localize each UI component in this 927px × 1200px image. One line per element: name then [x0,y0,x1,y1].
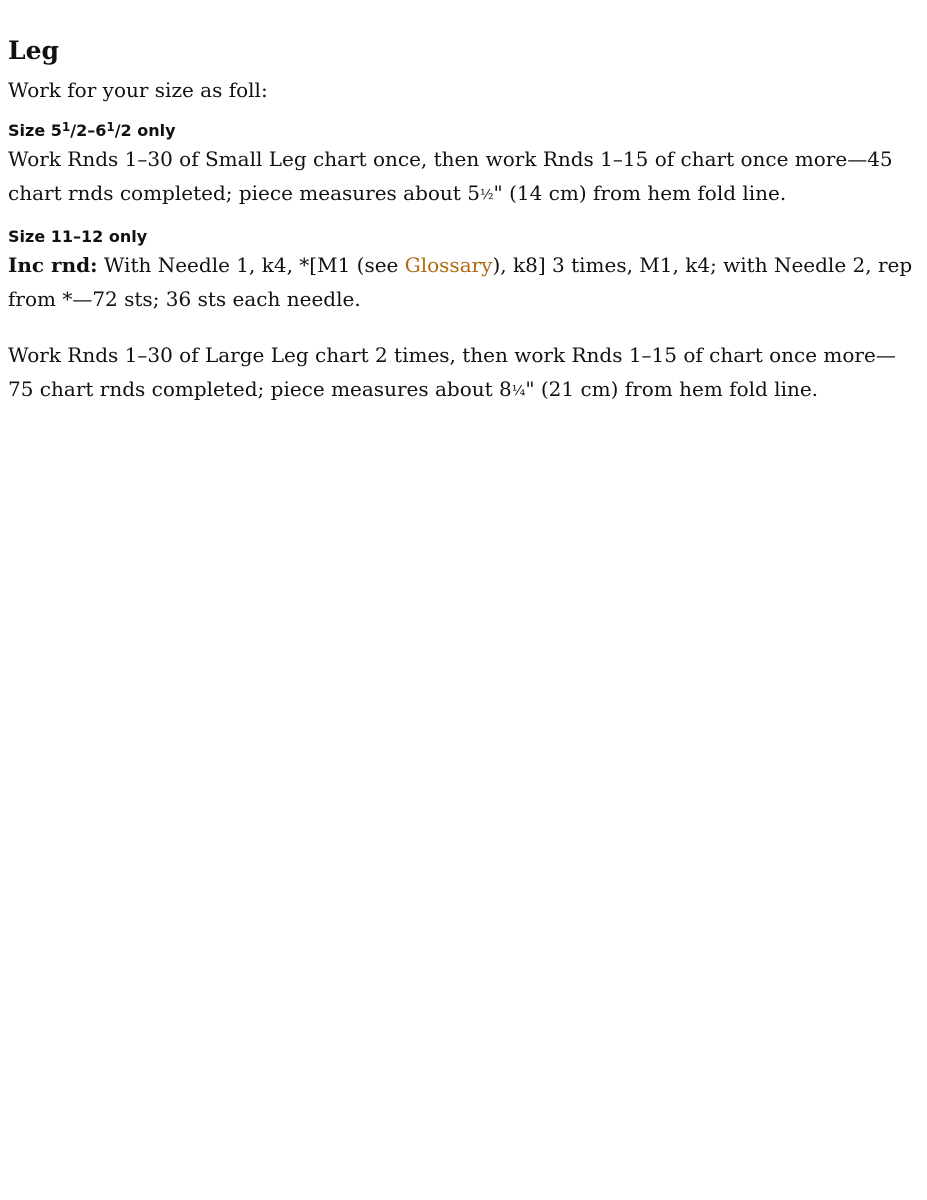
section-heading: Leg [8,36,59,65]
size-small-fraction: ½ [479,187,494,203]
size-small-label-suffix: /2 only [114,121,176,140]
size-large-instructions [8,338,918,408]
size-small-text-end: " (14 cm) from hem fold line. [493,181,787,205]
size-large-heading: Size 11–12 only [8,227,148,246]
size-large-text: Work Rnds 1–30 of Large Leg chart 2 times, then work Rnds 1–15 of chart once more—75 chart rnds completed; piece measures about 8 [8,343,896,401]
size-small-sup-1: 1 [61,120,71,134]
inc-rnd-text: With Needle 1, k4, *[M1 (see [97,253,405,277]
size-small-sup-2: 1 [106,120,115,134]
inc-rnd-instructions [8,248,918,316]
size-large-fraction: ¼ [511,383,526,399]
inc-rnd-label: Inc rnd: [8,253,98,277]
inc-rnd-text-end: ), k8] 3 times, M1, k4; with Needle 2, rep from *—72 sts; 36 sts each needle. [8,253,913,311]
size-small-label-prefix: Size 5 [8,121,62,140]
size-small-instructions [8,142,918,212]
size-small-label-mid: /2–6 [70,121,107,140]
size-large-text-end: " (21 cm) from hem fold line. [525,377,819,401]
intro-text: Work for your size as foll: [8,78,268,102]
glossary-link[interactable]: Glossary [404,253,493,277]
document-page [8,34,918,408]
size-small-heading [8,120,918,142]
size-small-text: Work Rnds 1–30 of Small Leg chart once, then work Rnds 1–15 of chart once more—45 chart rnds completed; piece measures about 5 [8,147,893,205]
